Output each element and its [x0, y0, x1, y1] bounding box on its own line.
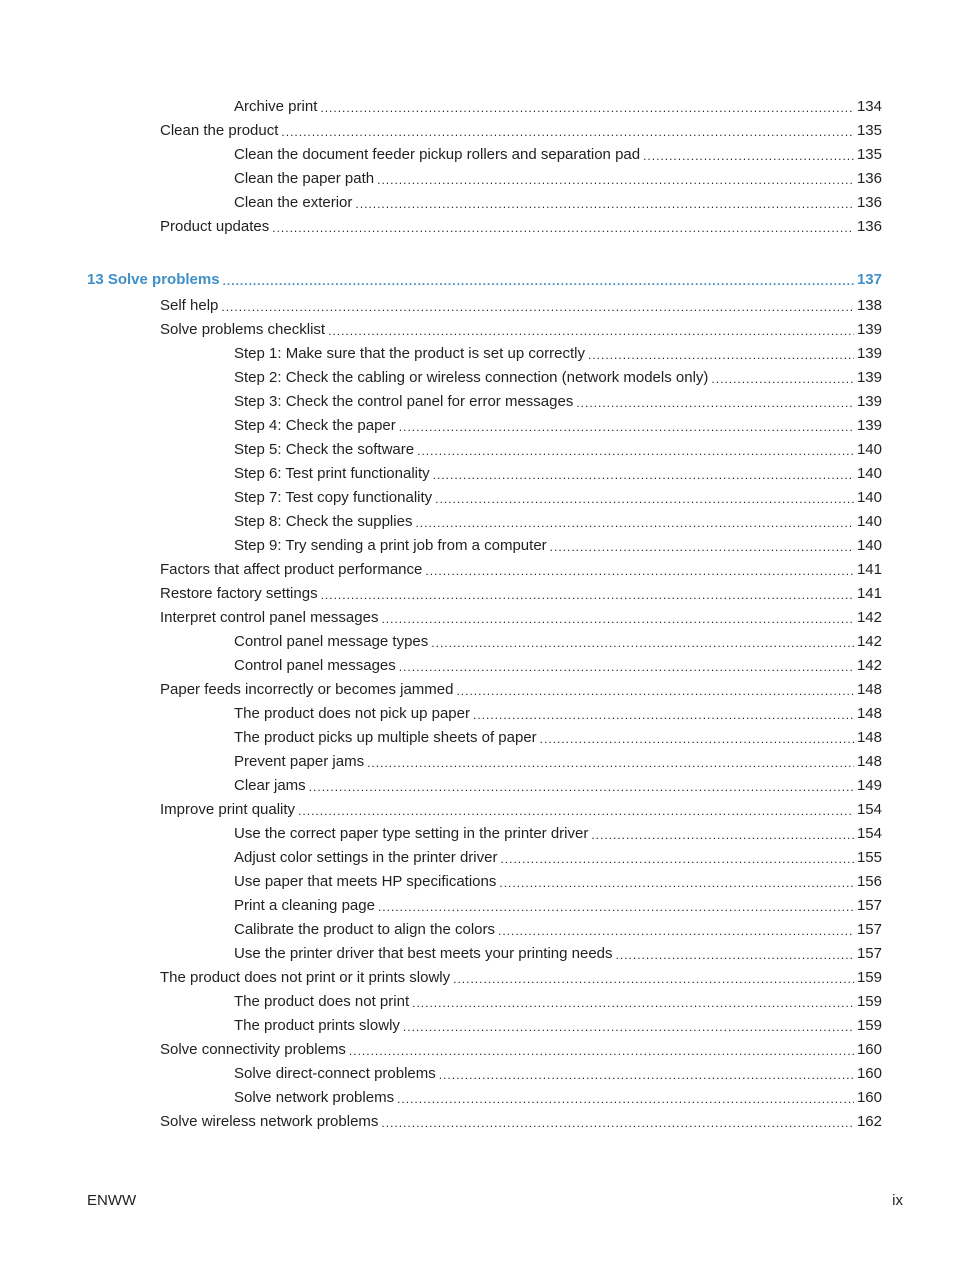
- dot-leader: [417, 443, 854, 459]
- toc-entry-page: 148: [856, 729, 882, 746]
- dot-leader: [591, 827, 854, 843]
- toc-entry[interactable]: [234, 461, 882, 483]
- toc-entry-title: Improve print quality: [160, 801, 296, 818]
- toc-entry-page: 148: [856, 753, 882, 770]
- dot-leader: [378, 899, 854, 915]
- toc-entry[interactable]: [234, 1085, 882, 1107]
- toc-entry-title: Product updates: [160, 218, 270, 235]
- toc-entry[interactable]: [234, 893, 882, 915]
- toc-entry[interactable]: [160, 677, 882, 699]
- toc-entry[interactable]: [234, 509, 882, 531]
- toc-entry-page: 162: [856, 1113, 882, 1130]
- toc-entry-page: 140: [856, 513, 882, 530]
- toc-entry-title: Solve direct-connect problems: [234, 1065, 436, 1082]
- toc-entry-title: Factors that affect product performance: [160, 561, 423, 578]
- toc-entry-page: 139: [856, 321, 882, 338]
- toc-entry-page: 136: [856, 170, 882, 187]
- toc-entry[interactable]: [160, 797, 882, 819]
- toc-entry-title: Clear jams: [234, 777, 306, 794]
- dot-leader: [320, 100, 854, 116]
- toc-entry[interactable]: [234, 725, 882, 747]
- dot-leader: [381, 1115, 854, 1131]
- toc-entry[interactable]: [234, 533, 882, 555]
- toc-entry-page: 141: [856, 585, 882, 602]
- toc-entry-title: Clean the document feeder pickup rollers and separation pad: [234, 146, 641, 163]
- toc-entry-title: Solve wireless network problems: [160, 1113, 379, 1130]
- toc-entry-page: 140: [856, 489, 882, 506]
- toc-entry-page: 139: [856, 417, 882, 434]
- toc-entry-title: Step 5: Check the software: [234, 441, 415, 458]
- dot-leader: [309, 779, 854, 795]
- toc-entry-page: 140: [856, 537, 882, 554]
- toc-entry[interactable]: [234, 1061, 882, 1083]
- dot-leader: [456, 683, 854, 699]
- dot-leader: [328, 323, 854, 339]
- toc-entry[interactable]: [234, 190, 882, 212]
- toc-entry-page: 142: [856, 657, 882, 674]
- toc-entry[interactable]: [234, 773, 882, 795]
- toc-entry[interactable]: [234, 166, 882, 188]
- toc-entry-page: 139: [856, 393, 882, 410]
- toc-entry[interactable]: [234, 485, 882, 507]
- toc-entry-page: 141: [856, 561, 882, 578]
- dot-leader: [281, 124, 854, 140]
- toc-entry-page: 159: [856, 969, 882, 986]
- toc-entry[interactable]: [234, 629, 882, 651]
- toc-entry[interactable]: [160, 965, 882, 987]
- footer-publication-code: ENWW: [87, 1192, 137, 1209]
- toc-entry-page: 140: [856, 465, 882, 482]
- toc-entry-page: 137: [856, 271, 882, 288]
- toc-entry-title: Clean the product: [160, 122, 279, 139]
- dot-leader: [711, 371, 854, 387]
- footer-page-number: ix: [892, 1192, 903, 1209]
- dot-leader: [381, 611, 854, 627]
- toc-entry-title: Solve problems checklist: [160, 321, 326, 338]
- toc-entry-page: 159: [856, 993, 882, 1010]
- toc-entry[interactable]: [234, 142, 882, 164]
- toc-entry[interactable]: [160, 118, 882, 140]
- dot-leader: [425, 563, 854, 579]
- toc-entry-title: Use the correct paper type setting in the printer driver: [234, 825, 589, 842]
- toc-entry[interactable]: [234, 413, 882, 435]
- dot-leader: [643, 148, 854, 164]
- dot-leader: [355, 196, 854, 212]
- toc-entry-page: 142: [856, 609, 882, 626]
- toc-chapter-entry[interactable]: [87, 267, 882, 289]
- toc-entry-title: Step 9: Try sending a print job from a computer: [234, 537, 547, 554]
- dot-leader: [616, 947, 854, 963]
- dot-leader: [399, 419, 854, 435]
- toc-entry[interactable]: [160, 1109, 882, 1131]
- toc-entry-page: 136: [856, 194, 882, 211]
- dot-leader: [500, 851, 854, 867]
- dot-leader: [377, 172, 854, 188]
- toc-entry-page: 135: [856, 146, 882, 163]
- toc-entry-title: Self help: [160, 297, 219, 314]
- toc-entry-title: Step 4: Check the paper: [234, 417, 396, 434]
- dot-leader: [453, 971, 854, 987]
- toc-entry-title: The product prints slowly: [234, 1017, 400, 1034]
- dot-leader: [576, 395, 854, 411]
- toc-entry[interactable]: [234, 437, 882, 459]
- dot-leader: [321, 587, 854, 603]
- toc-entry-title: Step 8: Check the supplies: [234, 513, 413, 530]
- toc-entry[interactable]: [234, 1013, 882, 1035]
- dot-leader: [431, 635, 854, 651]
- toc-entry-page: 142: [856, 633, 882, 650]
- toc-entry-page: 154: [856, 801, 882, 818]
- toc-entry-title: Clean the exterior: [234, 194, 353, 211]
- toc-entry-page: 149: [856, 777, 882, 794]
- toc-entry-title: Step 7: Test copy functionality: [234, 489, 433, 506]
- toc-entry-title: Adjust color settings in the printer driver: [234, 849, 498, 866]
- toc-entry[interactable]: [234, 941, 882, 963]
- toc-entry-page: 136: [856, 218, 882, 235]
- toc-entry-title: Control panel message types: [234, 633, 429, 650]
- dot-leader: [415, 515, 854, 531]
- toc-entry[interactable]: [234, 845, 882, 867]
- dot-leader: [412, 995, 854, 1011]
- toc-entry-title: Step 3: Check the control panel for error messages: [234, 393, 574, 410]
- toc-entry-title: 13 Solve problems: [87, 271, 220, 288]
- toc-entry-title: Solve network problems: [234, 1089, 395, 1106]
- toc-entry-page: 157: [856, 921, 882, 938]
- toc-entry-title: Paper feeds incorrectly or becomes jammed: [160, 681, 454, 698]
- dot-leader: [367, 755, 854, 771]
- dot-leader: [588, 347, 854, 363]
- toc-entry[interactable]: [234, 653, 882, 675]
- toc-entry-page: 159: [856, 1017, 882, 1034]
- dot-leader: [397, 1091, 854, 1107]
- toc-entry[interactable]: [160, 1037, 882, 1059]
- dot-leader: [403, 1019, 854, 1035]
- toc-entry-title: The product does not pick up paper: [234, 705, 470, 722]
- toc-entry-title: Prevent paper jams: [234, 753, 365, 770]
- toc-entry-title: Restore factory settings: [160, 585, 318, 602]
- toc-entry[interactable]: [160, 214, 882, 236]
- toc-entry[interactable]: [234, 365, 882, 387]
- toc-entry-title: Step 1: Make sure that the product is set up correctly: [234, 345, 586, 362]
- toc-entry-page: 140: [856, 441, 882, 458]
- dot-leader: [499, 875, 854, 891]
- toc-entry[interactable]: [234, 749, 882, 771]
- toc-entry-page: 134: [856, 98, 882, 115]
- toc-entry[interactable]: [160, 581, 882, 603]
- toc-entry-page: 160: [856, 1041, 882, 1058]
- toc-entry-title: The product does not print: [234, 993, 410, 1010]
- dot-leader: [433, 467, 854, 483]
- toc-entry[interactable]: [234, 341, 882, 363]
- dot-leader: [540, 731, 854, 747]
- toc-entry-title: The product does not print or it prints slowly: [160, 969, 451, 986]
- dot-leader: [399, 659, 854, 675]
- toc-entry[interactable]: [234, 821, 882, 843]
- toc-entry[interactable]: [234, 389, 882, 411]
- toc-entry-title: Archive print: [234, 98, 318, 115]
- toc-entry[interactable]: [234, 989, 882, 1011]
- dot-leader: [298, 803, 854, 819]
- toc-entry[interactable]: [234, 94, 882, 116]
- toc-entry-page: 160: [856, 1089, 882, 1106]
- toc-entry-title: Interpret control panel messages: [160, 609, 379, 626]
- toc-entry-title: Control panel messages: [234, 657, 396, 674]
- toc-entry-page: 139: [856, 345, 882, 362]
- toc-entry[interactable]: [160, 317, 882, 339]
- toc-entry-page: 148: [856, 705, 882, 722]
- dot-leader: [349, 1043, 854, 1059]
- toc-entry[interactable]: [160, 293, 882, 315]
- toc-entry[interactable]: [160, 557, 882, 579]
- toc-entry-title: Print a cleaning page: [234, 897, 375, 914]
- toc-entry-page: 157: [856, 945, 882, 962]
- toc-entry-title: The product picks up multiple sheets of paper: [234, 729, 537, 746]
- dot-leader: [498, 923, 854, 939]
- toc-entry-page: 157: [856, 897, 882, 914]
- toc-entry-title: Solve connectivity problems: [160, 1041, 346, 1058]
- dot-leader: [272, 220, 854, 236]
- toc-entry-page: 148: [856, 681, 882, 698]
- toc-entry-title: Use the printer driver that best meets your printing needs: [234, 945, 613, 962]
- toc-entry-title: Step 6: Test print functionality: [234, 465, 430, 482]
- toc-entry-page: 154: [856, 825, 882, 842]
- toc-entry-page: 160: [856, 1065, 882, 1082]
- toc-entry[interactable]: [234, 701, 882, 723]
- dot-leader: [550, 539, 854, 555]
- toc-entry-title: Clean the paper path: [234, 170, 375, 187]
- toc-entry-page: 135: [856, 122, 882, 139]
- dot-leader: [435, 491, 854, 507]
- toc-entry-title: Use paper that meets HP specifications: [234, 873, 497, 890]
- toc-entry-page: 138: [856, 297, 882, 314]
- dot-leader: [221, 299, 854, 315]
- toc-entry-page: 139: [856, 369, 882, 386]
- toc-entry-page: 155: [856, 849, 882, 866]
- toc-entry[interactable]: [160, 605, 882, 627]
- dot-leader: [473, 707, 854, 723]
- dot-leader: [439, 1067, 854, 1083]
- toc-entry[interactable]: [234, 869, 882, 891]
- toc-entry-title: Step 2: Check the cabling or wireless connection (network models only): [234, 369, 709, 386]
- toc-entry-page: 156: [856, 873, 882, 890]
- toc-entry-title: Calibrate the product to align the colors: [234, 921, 495, 938]
- dot-leader: [223, 273, 854, 289]
- toc-entry[interactable]: [234, 917, 882, 939]
